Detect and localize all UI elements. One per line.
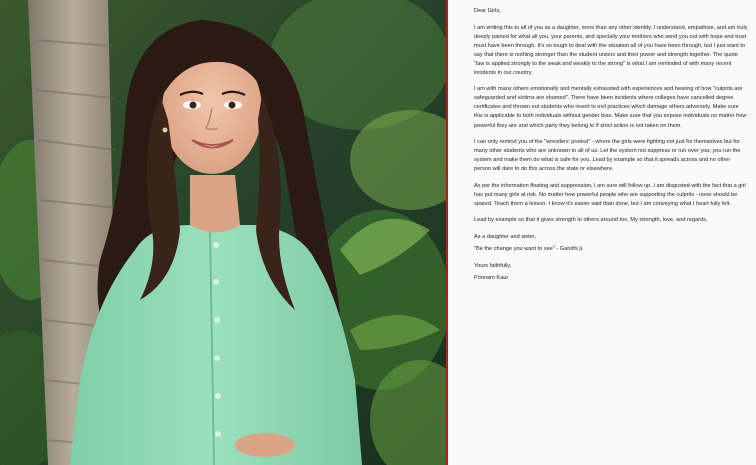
letter-paragraph-2: I am with many others emotionally and mentally exhausted with experiences and hearing of how "culprits are safeguarded and victims are shamed". There have been incidents where colleges have cancelled degree certificates and thrown out students who resort to evil practices which damage others adversely. Make sure this is applicable to both individuals without gender bias. Make sure that you expose individuals no matter how powerful they are and which party they belong to if strict action is not taken on them. (474, 86, 747, 129)
letter-closing-quote: "Be the change you want to see" - Gandhi ji. (474, 245, 584, 252)
letter-paragraph-3: I can only remind you of the "wrestlers' protest" - where the girls were fighting not just for themselves but for many other students who are unknown to all of us. Let the system not suppress or run over you; you run the system and make them do what is safe for you. Lead by example so that it spreads across and no other person will dare to do this across the state or elsewhere. (474, 139, 741, 173)
letter-paragraph-1: I am writing this to all of you as a daughter, more than any other identity. I understand, empathize, and am truly deeply pained for what all you, your parents, and specially your mothers who send you out with hope and trust must have been through. It's so tough to deal with the situation all of you have been through, but I just want to say that there is nothing stronger than the student unions and their power and strength together. The quote "law is applied strongly to the weak and weakly to the strong" is what I am reminded of with many recent incidents in our country. (474, 24, 748, 76)
letter-document (448, 0, 756, 465)
letter-salutation: Dear Girls, (474, 8, 501, 14)
letter-signature: Poonam Kaur (474, 274, 509, 281)
letter-signoff: Yours faithfully, (474, 262, 512, 269)
letter-closing-line: As a daughter and sister, (474, 233, 536, 240)
letter-paragraph-4: As per the information floating and suppression, I am sure will follow up. I am disgusted with the fact that a girl has put many girls at risk. No matter how powerful people who are supporting the culprits - none should be spared. Teach them a lesson. I know it's easier said than done, but I am conveying what I heart fully felt. (474, 182, 746, 207)
letter-paragraph-5: Lead by example so that it gives strength to others around too. My strength, love, and regards, (474, 217, 708, 224)
